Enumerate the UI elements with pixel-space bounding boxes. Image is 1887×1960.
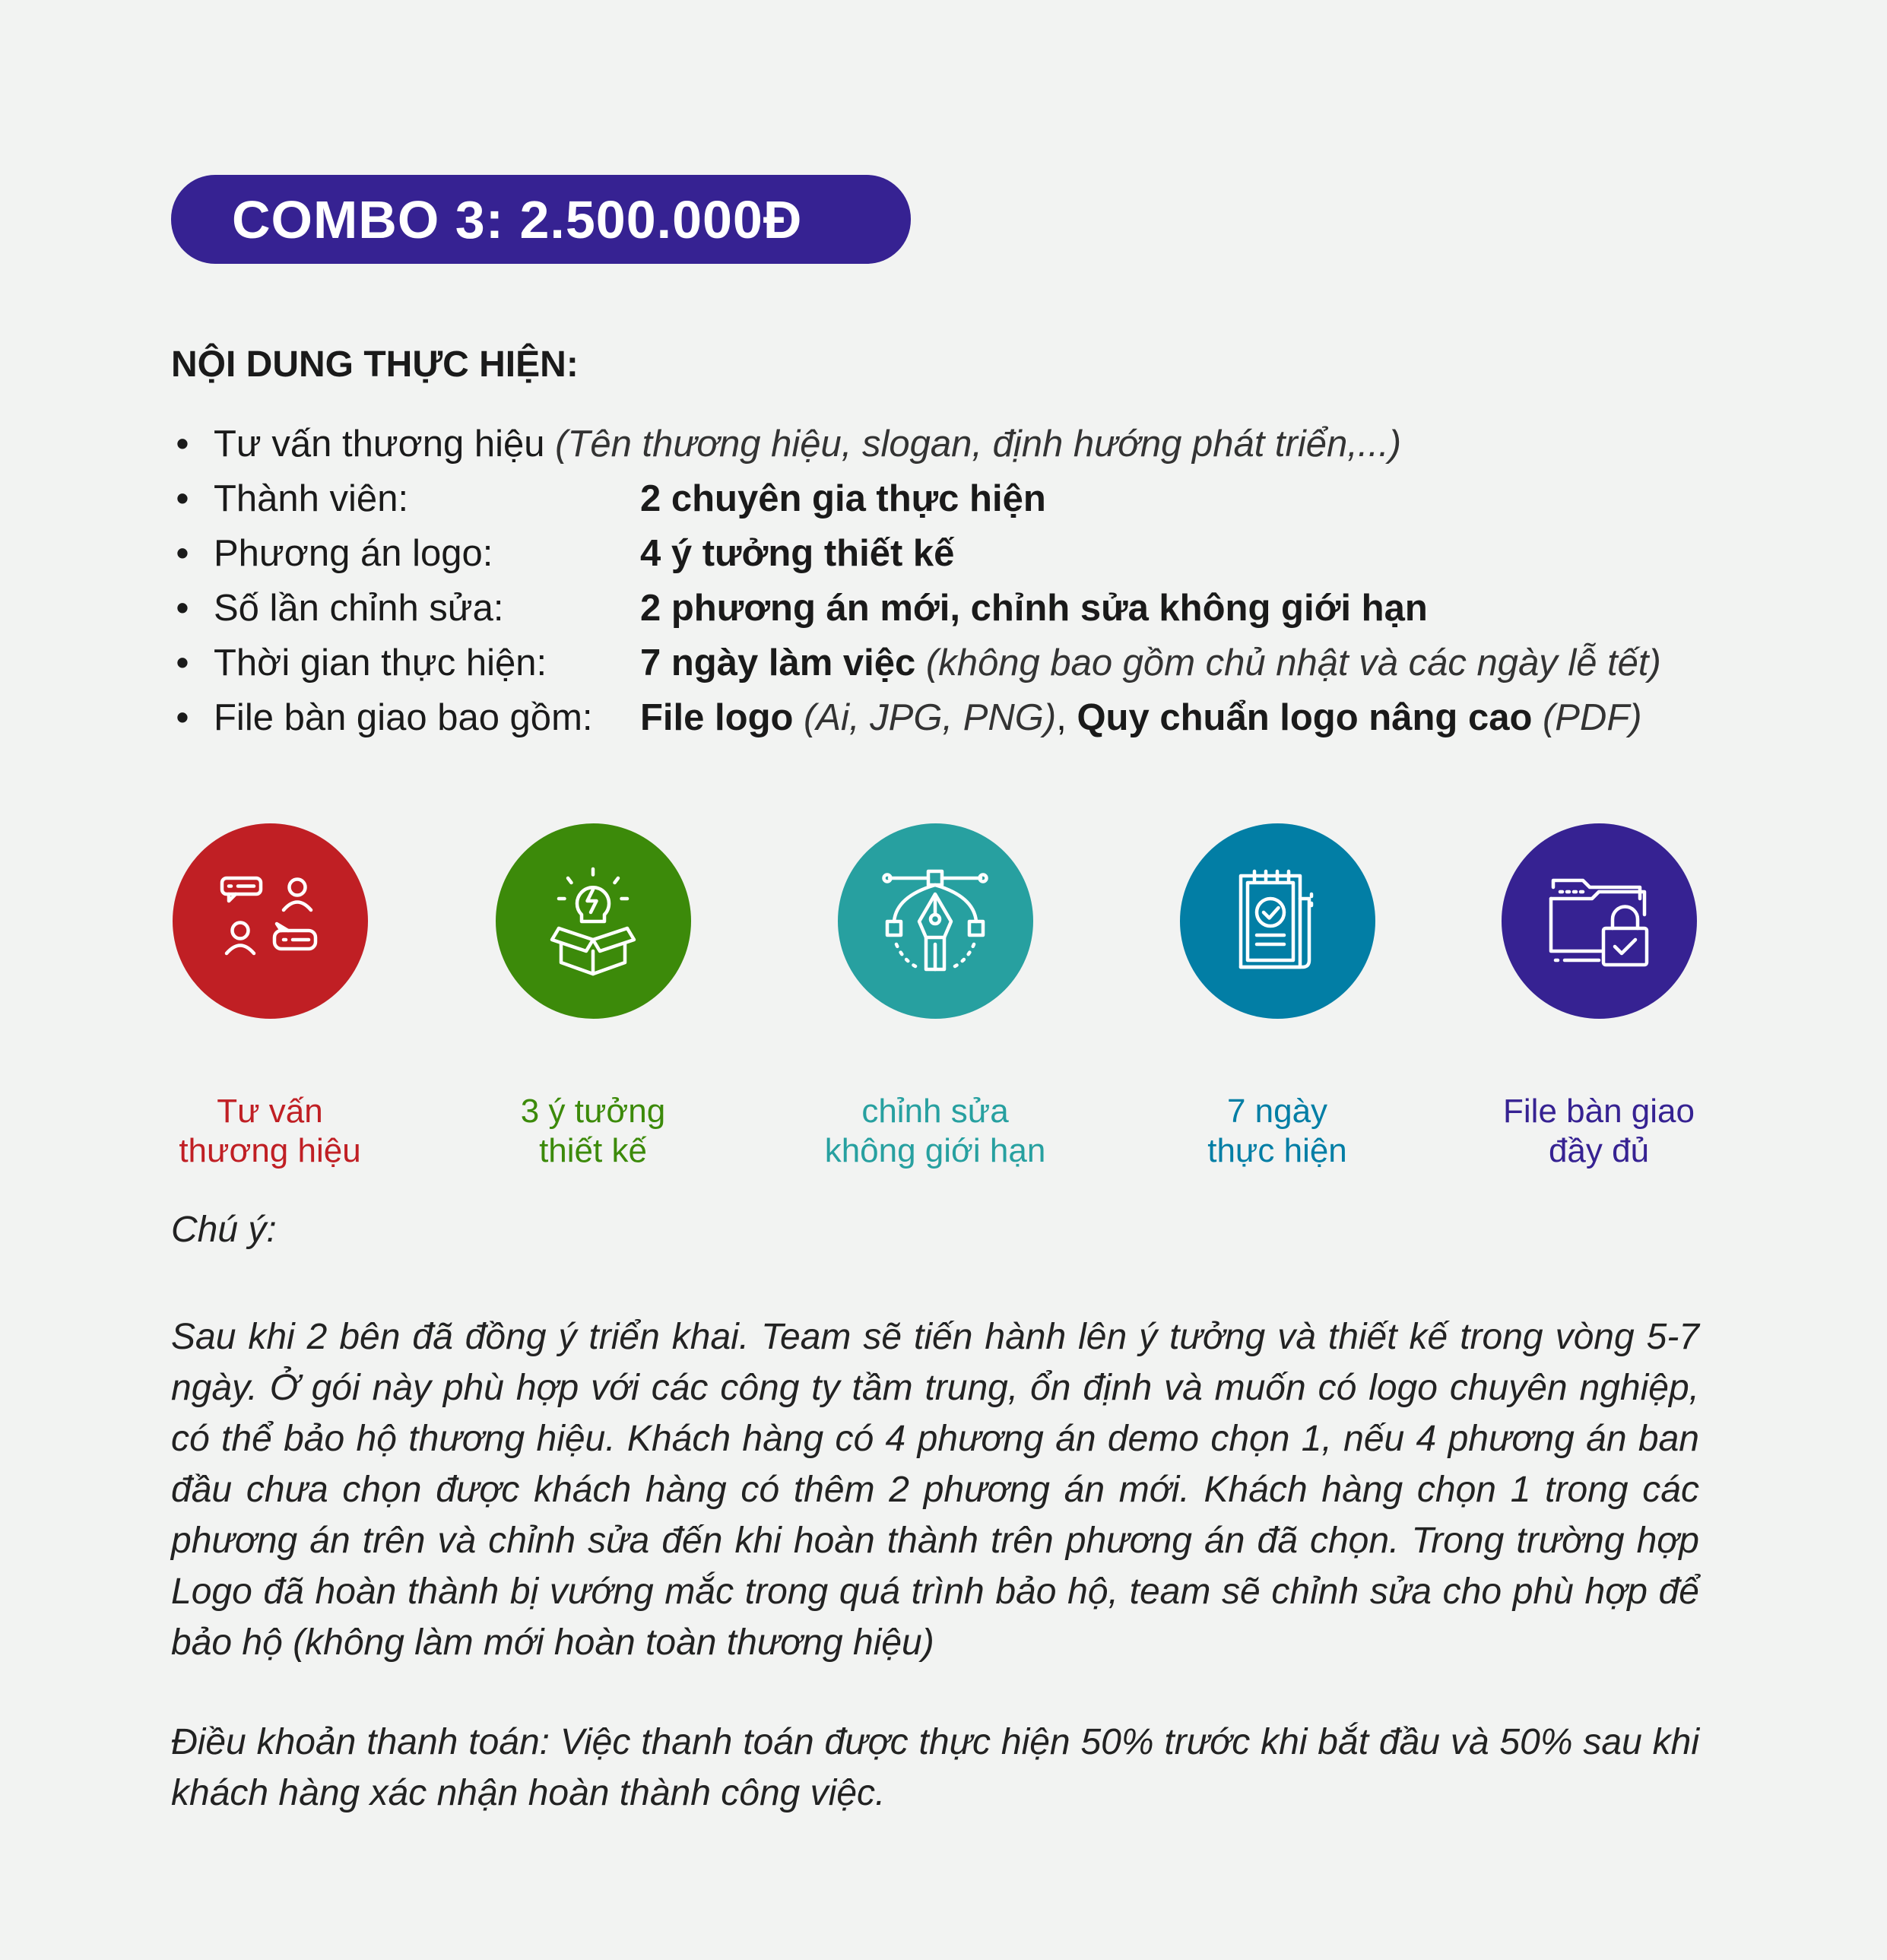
feature-circle <box>173 823 368 1019</box>
feature-caption-line1: 3 ý tưởng <box>520 1093 666 1130</box>
item-value: File logo <box>640 697 794 738</box>
feature-circle <box>838 823 1033 1019</box>
bullet: • <box>176 423 189 465</box>
item-label: Số lần chỉnh sửa: <box>214 588 504 629</box>
item-note: (Tên thương hiệu, slogan, định hướng phát triển,...) <box>555 423 1402 465</box>
bullet: • <box>176 533 189 574</box>
feature-caption-line1: Tư vấn <box>217 1093 323 1130</box>
feature-ideas <box>433 823 753 1171</box>
idea-box-icon <box>536 864 650 978</box>
feature-circle <box>1180 823 1375 1019</box>
payment-terms: Điều khoản thanh toán: Việc thanh toán được thực hiện 50% trước khi bắt đầu và 50% sau khi khách hàng xác nhận hoàn thành công việc. <box>171 1722 1699 1813</box>
section-title: NỘI DUNG THỰC HIỆN: <box>171 344 579 385</box>
item-value: 2 chuyên gia thực hiện <box>640 478 1046 519</box>
badge-text: COMBO 3: 2.500.000Đ <box>232 189 803 249</box>
item-value: Quy chuẩn logo nâng cao <box>1077 697 1533 738</box>
item-label: File bàn giao bao gồm: <box>214 697 593 738</box>
feature-caption-line2: đầy đủ <box>1548 1132 1650 1169</box>
item-label: Thời gian thực hiện: <box>214 642 547 683</box>
item-label: Tư vấn thương hiệu <box>214 423 556 465</box>
feature-caption-line2: thương hiệu <box>179 1132 361 1169</box>
item-label: Phương án logo: <box>214 533 493 574</box>
pen-tool-icon <box>878 864 992 978</box>
feature-caption-line1: File bàn giao <box>1503 1093 1695 1130</box>
item-value: 7 ngày làm việc <box>640 642 916 683</box>
feature-edits <box>775 823 1095 1171</box>
item-note: (PDF) <box>1532 697 1642 738</box>
feature-caption-line2: không giới hạn <box>824 1132 1046 1169</box>
price-badge <box>171 175 911 264</box>
bullet: • <box>176 588 189 629</box>
item-note: (không bao gồm chủ nhật và các ngày lễ tết) <box>915 642 1661 683</box>
item-label: Thành viên: <box>214 478 409 519</box>
feature-caption-line2: thiết kế <box>539 1132 647 1169</box>
consulting-chat-icon <box>213 864 327 978</box>
feature-files <box>1439 823 1759 1171</box>
secure-folder-icon <box>1542 864 1656 978</box>
feature-caption-line1: 7 ngày <box>1226 1093 1328 1130</box>
item-value: 4 ý tưởng thiết kế <box>640 533 955 574</box>
item-value: 2 phương án mới, chỉnh sửa không giới hạn <box>640 588 1428 629</box>
bullet: • <box>176 642 189 683</box>
feature-days <box>1118 823 1437 1171</box>
notes-paragraph: Sau khi 2 bên đã đồng ý triển khai. Team sẽ tiến hành lên ý tưởng và thiết kế trong vòng 5-7 ngày. Ở gói này phù hợp với các công ty tầm trung, ổn định và muốn có logo chuyên nghiệp, có thể bảo hộ thương hiệu. Khách hàng có 4 phương án demo chọn 1, nếu 4 phương án ban đầu chưa chọn được khách hàng có thêm 2 phương án mới. Khách hàng chọn 1 trong các phương án trên và chỉnh sửa đến khi hoàn thành trên phương án đã chọn. Trong trường hợp Logo đã hoàn thành bị vướng mắc trong quá trình bảo hộ, team sẽ chỉnh sửa cho phù hợp để bảo hộ (không làm mới hoàn toàn thương hiệu) <box>171 1317 1699 1663</box>
feature-caption-line1: chỉnh sửa <box>861 1093 1009 1130</box>
feature-circle <box>496 823 691 1019</box>
bullet: • <box>176 697 189 738</box>
bullet: • <box>176 478 189 519</box>
feature-circle <box>1502 823 1697 1019</box>
item-note: (Ai, JPG, PNG) <box>793 697 1057 738</box>
separator: , <box>1056 697 1077 738</box>
checklist-icon <box>1220 864 1334 978</box>
feature-caption-line2: thực hiện <box>1207 1132 1347 1169</box>
feature-consulting <box>110 823 430 1171</box>
notes-title: Chú ý: <box>171 1210 277 1250</box>
